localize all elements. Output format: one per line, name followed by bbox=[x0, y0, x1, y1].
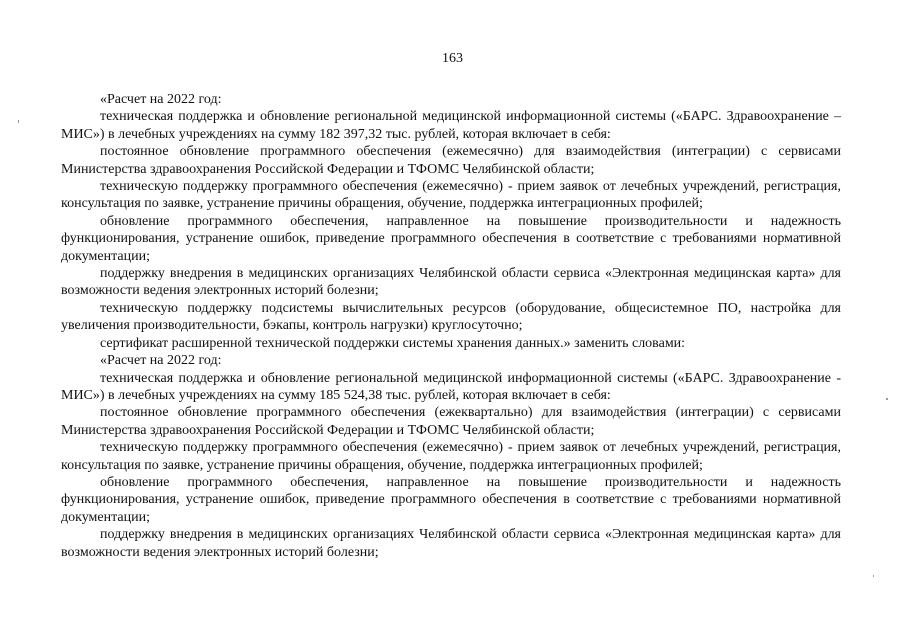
paragraph: «Расчет на 2022 год: bbox=[100, 353, 222, 369]
paragraph: поддержку внедрения в медицинских организациях Челябинской области сервиса «Электронная медицинская карта» для возможности ведения электронных историй болезни; bbox=[61, 266, 841, 299]
paragraph: техническую поддержку программного обеспечения (ежемесячно) - прием заявок от лечебных учреждений, регистрация, консультация по заявке, устранение причины обращения, обучение, поддержка интеграционных профилей; bbox=[61, 440, 841, 473]
paragraph: техническая поддержка и обновление региональной медицинской информационной системы («БАРС. Здравоохранение - МИС») в лечебных учреждениях на сумму 185 524,38 тыс. рублей, которая включает в себя: bbox=[61, 370, 841, 403]
paragraph: обновление программного обеспечения, направленное на повышение производительности и надежность функционирования, устранение ошибок, приведение программного обеспечения в соответствие с требованиями нормативной документации; bbox=[61, 474, 841, 525]
paragraph: сертификат расширенной технической поддержки системы хранения данных.» заменить словами: bbox=[100, 335, 686, 351]
paragraph: постоянное обновление программного обеспечения (ежеквартально) для взаимодействия (интеграции) с сервисами Министерства здравоохранения Российской Федерации и ТФОМС Челябинской области; bbox=[61, 405, 841, 438]
paragraph: техническую поддержку программного обеспечения (ежемесячно) - прием заявок от лечебных учреждений, регистрация, консультация по заявке, устранение причины обращения, обучение, поддержка интеграционных профилей; bbox=[61, 179, 841, 212]
paragraph: техническая поддержка и обновление региональной медицинской информационной системы («БАРС. Здравоохранение – МИС») в лечебных учреждениях на сумму 182 397,32 тыс. рублей, которая включает в себя: bbox=[61, 109, 841, 142]
paragraph: техническую поддержку подсистемы вычислительных ресурсов (оборудование, общесистемное ПО, настройка для увеличения производительности, бэкапы, контроль нагрузки) круглосуточно; bbox=[61, 300, 841, 334]
scan-speck bbox=[873, 575, 874, 577]
paragraph: обновление программного обеспечения, направленное на повышение производительности и надежность функционирования, устранение ошибок, приведение программного обеспечения в соответствие с требованиями нормативной документации; bbox=[61, 213, 841, 264]
document-body bbox=[61, 91, 841, 561]
paragraph: поддержку внедрения в медицинских организациях Челябинской области сервиса «Электронная медицинская карта» для возможности ведения электронных историй болезни; bbox=[61, 527, 841, 560]
scan-speck bbox=[18, 120, 19, 123]
paragraph: постоянное обновление программного обеспечения (ежемесячно) для взаимодействия (интеграции) с сервисами Министерства здравоохранения Российской Федерации и ТФОМС Челябинской области; bbox=[61, 144, 841, 177]
scan-speck bbox=[886, 398, 888, 400]
paragraph: «Расчет на 2022 год: bbox=[100, 92, 222, 107]
page-number: 163 bbox=[442, 51, 463, 66]
